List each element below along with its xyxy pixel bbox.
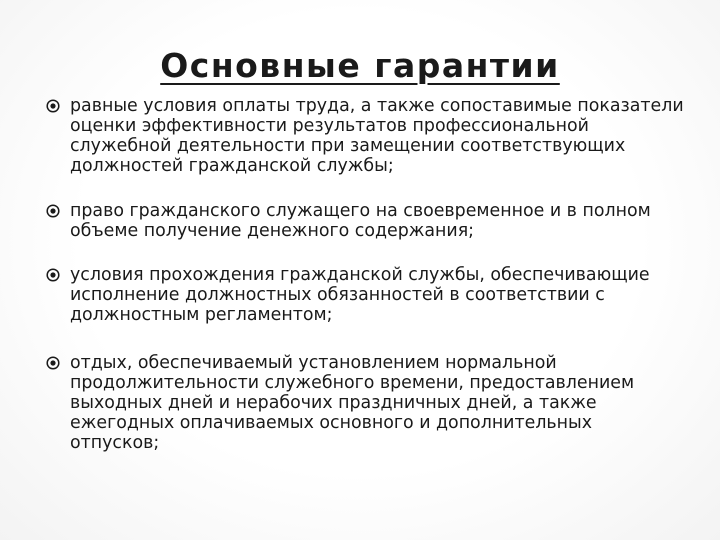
list-item [44, 353, 684, 453]
circled-dot-icon [46, 204, 60, 218]
list-item [44, 201, 684, 241]
guarantees-list [44, 96, 684, 453]
list-item-text: равные условия оплаты труда, а также сопоставимые показатели оценки эффективности результатов профессиональной служебной деятельности при замещении соответствующих должностей гражданской службы; [70, 96, 684, 176]
list-item-text: условия прохождения гражданской службы, обеспечивающие исполнение должностных обязанностей в соответствии с должностным регламентом; [70, 265, 650, 325]
circled-dot-icon [46, 268, 60, 282]
circled-dot-icon [46, 356, 60, 370]
list-item [44, 265, 684, 325]
slide-title [0, 46, 720, 85]
circled-dot-icon [46, 99, 60, 113]
slide-title-text: Основные гарантии [160, 46, 560, 85]
list-item-text: право гражданского служащего на своевременное и в полном объеме получение денежного содержания; [70, 201, 651, 241]
list-item [44, 96, 684, 176]
list-item-text: отдых, обеспечиваемый установлением нормальной продолжительности служебного времени, предоставлением выходных дней и нерабочих праздничных дней, а также ежегодных оплачиваемых основного и дополнительных отпусков; [70, 353, 635, 453]
